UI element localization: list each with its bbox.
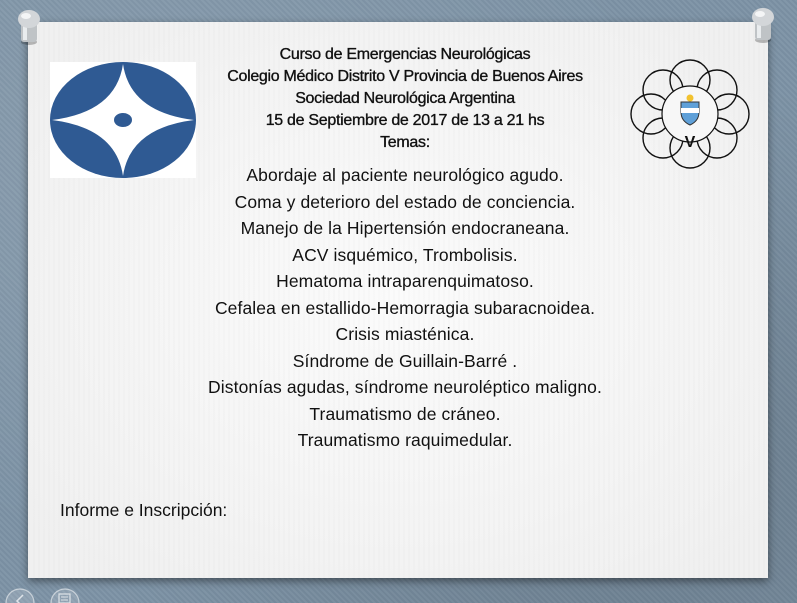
course-title: Curso de Emergencias Neurológicas	[279, 46, 531, 63]
pushpin-icon	[14, 8, 44, 46]
organizer-line: Colegio Médico Distrito V Provincia de Buenos Aires	[227, 68, 583, 85]
pushpin-icon	[748, 6, 778, 44]
topic-item: Síndrome de Guillain-Barré .	[292, 350, 518, 371]
sna-logo-icon	[50, 62, 196, 178]
topic-item: Manejo de la Hipertensión endocraneana.	[240, 218, 570, 238]
topics-heading: Temas:	[380, 134, 430, 151]
course-header	[180, 44, 630, 154]
topic-item: Cefalea en estallido-Hemorragia subaracnoidea.	[214, 297, 596, 318]
menu-icon[interactable]	[51, 589, 79, 603]
topic-item: Coma y deterioro del estado de conciencia.	[234, 191, 576, 212]
topic-item: Hematoma intraparenquimatoso.	[276, 271, 534, 291]
info-label: Informe e Inscripción:	[60, 500, 228, 520]
date-line: 15 de Septiembre de 2017 de 13 a 21 hs	[265, 112, 545, 129]
topics-list	[110, 162, 700, 454]
topic-item: Crisis miasténica.	[335, 324, 475, 344]
back-icon[interactable]	[6, 589, 34, 603]
colegio-medico-logo-icon	[625, 58, 755, 170]
topic-item: Traumatismo de cráneo.	[309, 403, 501, 424]
topic-item: Abordaje al paciente neurológico agudo.	[246, 165, 564, 185]
topic-item: Distonías agudas, síndrome neuroléptico maligno.	[208, 377, 602, 397]
topic-item: ACV isquémico, Trombolisis.	[292, 244, 518, 265]
society-line: Sociedad Neurológica Argentina	[295, 90, 515, 107]
badge-letter: V	[684, 134, 696, 151]
topic-item: Traumatismo raquimedular.	[297, 430, 513, 450]
slideshow-nav	[4, 586, 84, 603]
